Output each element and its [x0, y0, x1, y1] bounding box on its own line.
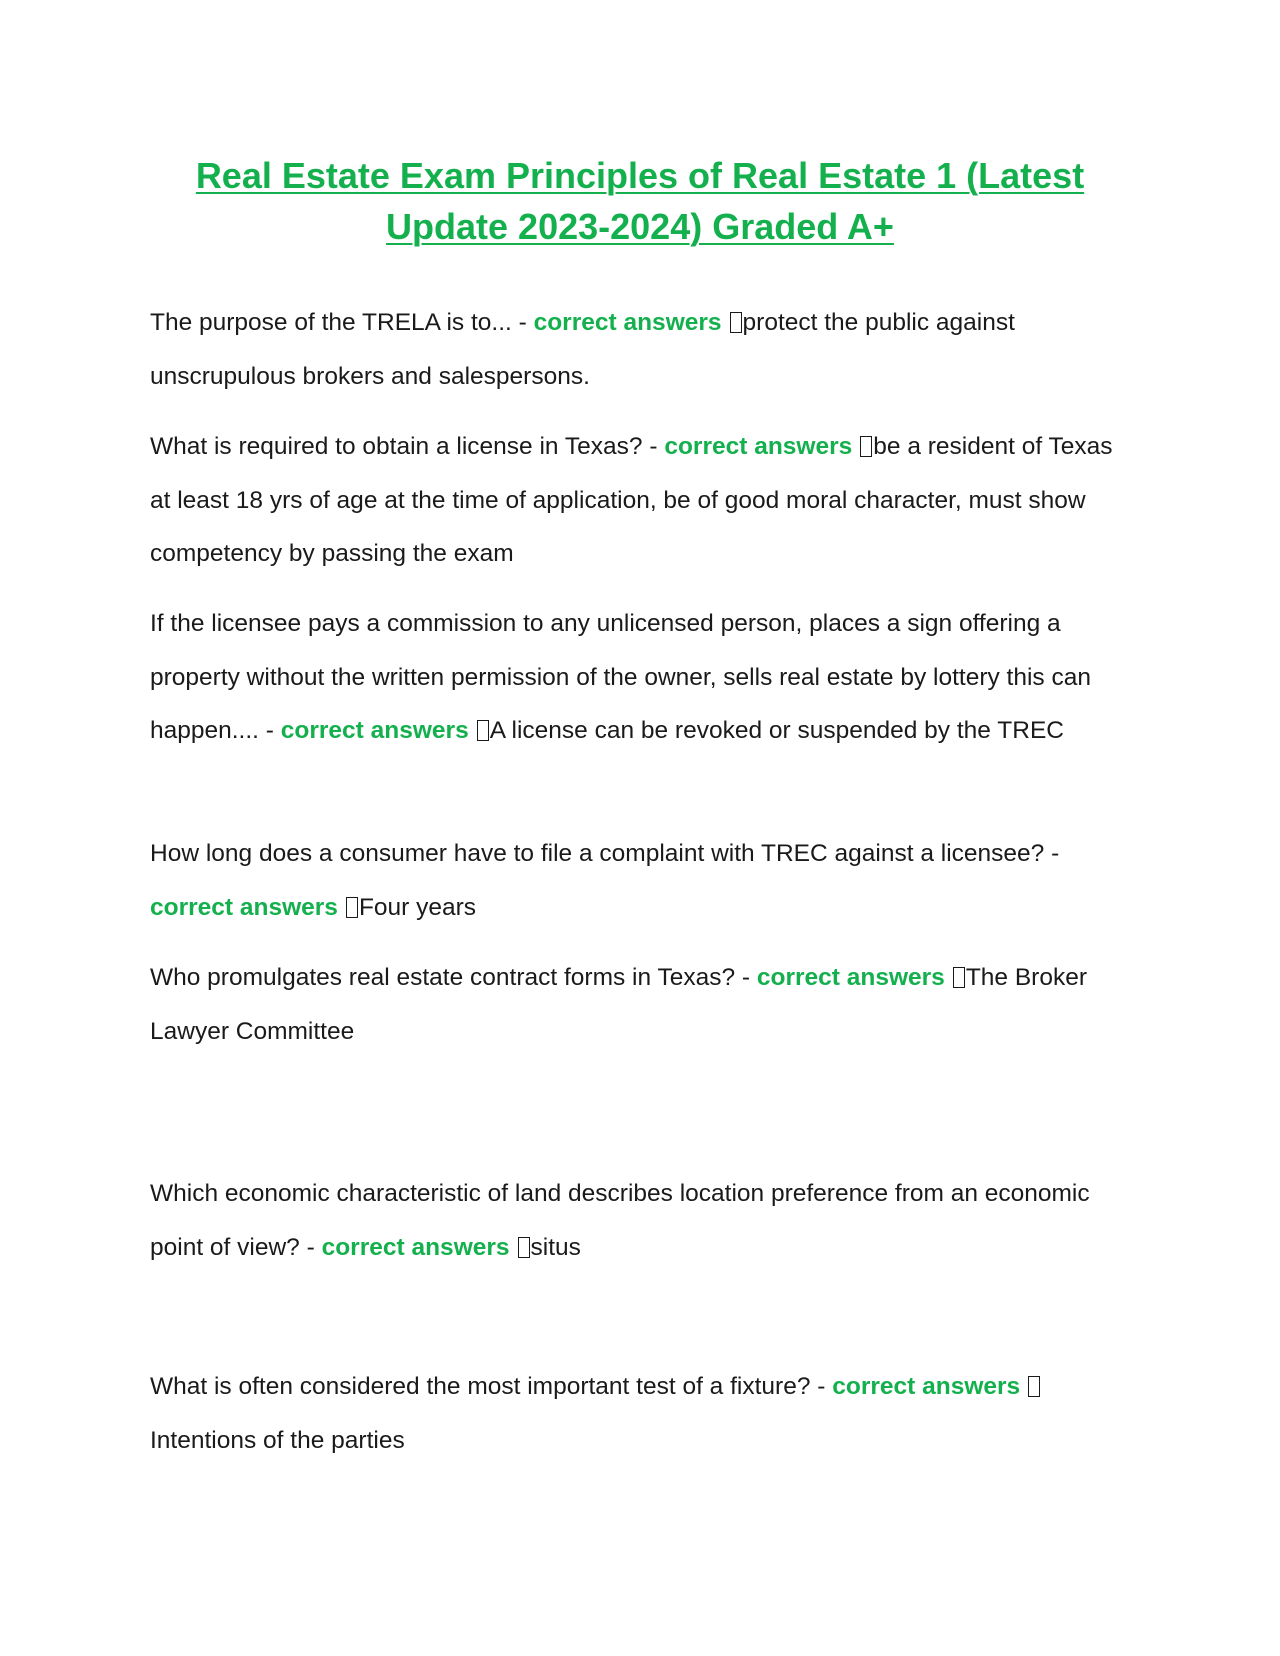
- correct-answers-label: correct answers: [150, 893, 338, 921]
- answer-text: situs: [530, 1233, 581, 1261]
- answer-text: A license can be revoked or suspended by the TREC: [489, 717, 1064, 744]
- correct-answers-label: correct answers: [664, 433, 853, 460]
- checkbox-glyph-icon: [477, 720, 489, 741]
- correct-answers-label: correct answers: [533, 309, 722, 336]
- qa-item: [150, 827, 1130, 934]
- question-text: Which economic characteristic of land describes location preference from an economic point of view? -: [150, 1180, 1090, 1261]
- qa-item: [150, 1360, 1130, 1467]
- qa-item: [150, 597, 1130, 758]
- answer-text: be a resident of Texas at least 18 yrs of age at the time of application, be of good moral character, must show competency by passing the exam: [150, 433, 1113, 567]
- question-text: Who promulgates real estate contract forms in Texas? -: [150, 964, 751, 991]
- correct-answers-label: correct answers: [280, 717, 469, 744]
- document-title: Real Estate Exam Principles of Real Estate 1 (Latest Update 2023-2024) Graded A+: [195, 155, 1085, 247]
- checkbox-glyph-icon: [1028, 1376, 1040, 1397]
- qa-item: [150, 1167, 1130, 1274]
- correct-answers-label: correct answers: [832, 1373, 1021, 1400]
- question-text: What is often considered the most important test of a fixture? -: [150, 1373, 826, 1400]
- checkbox-glyph-icon: [730, 312, 742, 333]
- answer-text: Four years: [358, 893, 477, 921]
- checkbox-glyph-icon: [953, 967, 965, 988]
- checkbox-glyph-icon: [518, 1237, 530, 1258]
- qa-item: [150, 420, 1130, 581]
- question-text: If the licensee pays a commission to any unlicensed person, places a sign offering a property without the written permission of the owner, sells real estate by lottery this can happen.... -: [150, 610, 1091, 744]
- answer-text: Intentions of the parties: [150, 1426, 405, 1454]
- question-text: How long does a consumer have to file a complaint with TREC against a licensee? -: [150, 840, 1060, 867]
- answer-text: protect the public against unscrupulous brokers and salespersons.: [150, 309, 1015, 390]
- question-text: What is required to obtain a license in Texas? -: [150, 433, 658, 460]
- checkbox-glyph-icon: [860, 436, 872, 457]
- correct-answers-label: correct answers: [321, 1233, 510, 1261]
- answer-text: The Broker Lawyer Committee: [150, 964, 1087, 1045]
- correct-answers-label: correct answers: [756, 964, 945, 991]
- checkbox-glyph-icon: [346, 897, 358, 918]
- qa-item: [150, 296, 1130, 403]
- qa-item: [150, 951, 1130, 1058]
- question-text: The purpose of the TRELA is to... -: [150, 309, 527, 336]
